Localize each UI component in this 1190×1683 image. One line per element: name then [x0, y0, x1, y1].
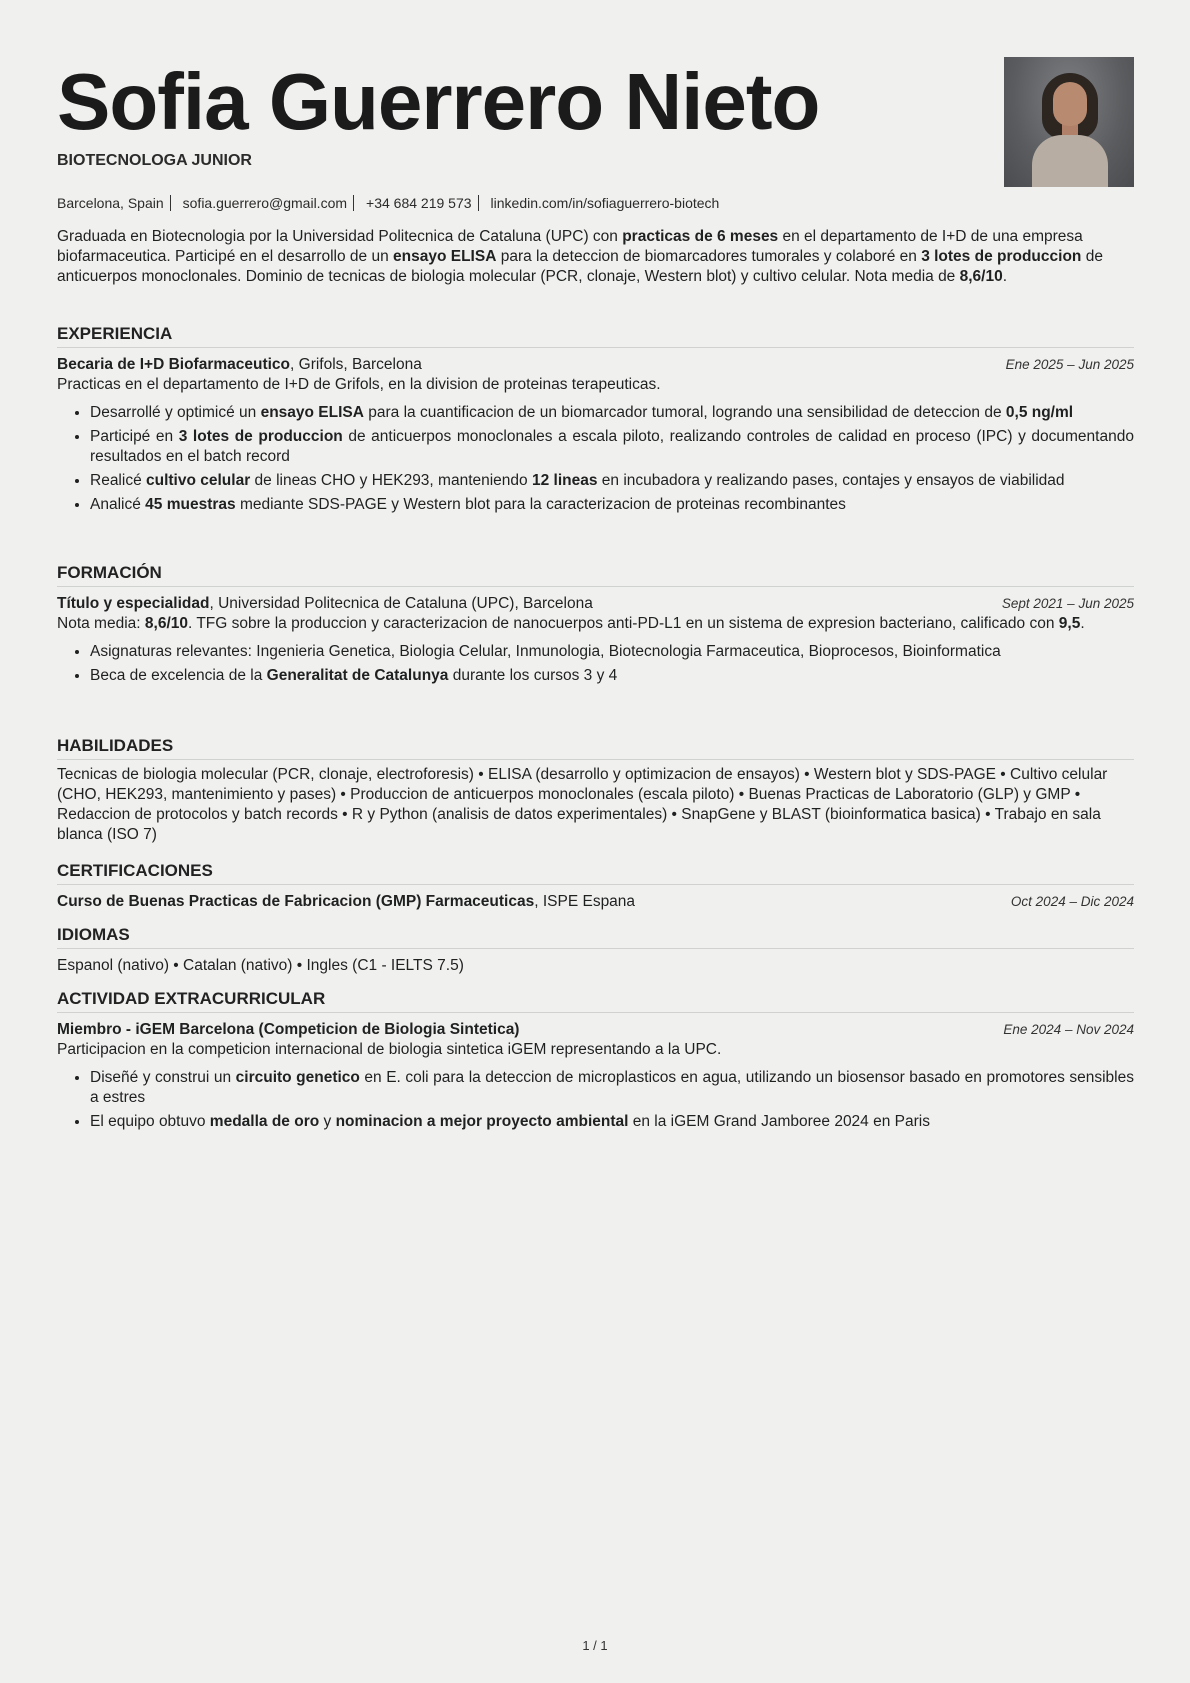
entry-role: Becaria de I+D Biofarmaceutico: [57, 356, 291, 373]
entry-description: Participacion en la competicion internacional de biologia sintetica iGEM representando a la UPC.: [57, 1041, 722, 1058]
section-languages: [57, 925, 1134, 976]
entry-date: Ene 2024 – Nov 2024: [1003, 1022, 1134, 1037]
location: Barcelona, Spain: [57, 195, 164, 211]
section-experience: [57, 324, 1134, 519]
section-title: ACTIVIDAD EXTRACURRICULAR: [57, 989, 1134, 1013]
entry-description: Practicas en el departamento de I+D de Grifols, en la division de proteinas terapeuticas.: [57, 376, 661, 393]
entry-header: [57, 355, 1134, 375]
divider: [353, 195, 354, 211]
bullet-item: • Diseñé y construi un circuito genetico en E. coli para la deteccion de microplasticos en agua, utilizando un biosensor basado en promotores sensibles a estres: [90, 1068, 1134, 1108]
bullet-item: • Asignaturas relevantes: Ingenieria Genetica, Biologia Celular, Inmunologia, Biotecnologia Farmaceutica, Bioprocesos, Bioinformatica: [90, 642, 1134, 662]
page-number: 1 / 1: [582, 1638, 608, 1653]
section-education: [57, 563, 1134, 690]
section-certifications: [57, 861, 1134, 912]
divider: [478, 195, 479, 211]
candidate-name: Sofia Guerrero Nieto: [57, 57, 820, 146]
entry-date: Sept 2021 – Jun 2025: [1001, 596, 1134, 611]
job-title: BIOTECNOLOGA JUNIOR: [57, 152, 252, 169]
entry-role: Título y especialidad: [57, 595, 210, 612]
section-title: FORMACIÓN: [57, 563, 1134, 587]
divider: [170, 195, 171, 211]
bullet-item: • Desarrollé y optimicé un ensayo ELISA para la cuantificacion de un biomarcador tumoral, logrando una sensibilidad de deteccion de 0,5 ng/ml: [90, 403, 1134, 423]
skills-text: Tecnicas de biologia molecular (PCR, clonaje, electroforesis) • ELISA (desarrollo y optimizacion de ensayos) • Western blot y SDS-PAGE • Cultivo celular (CHO, HEK293, mantenimiento y pases) • Produccion de anticuerpos monoclonales (escala piloto) • Buenas Practicas de Laboratorio (GLP) y GMP • Redaccion de protocolos y batch records • R y Python (analisis de datos experimentales) • SnapGene y BLAST (bioinformatica basica) • Trabajo en sala blanca (ISO 7): [57, 766, 1108, 843]
bullet-item: • El equipo obtuvo medalla de oro y nominacion a mejor proyecto ambiental en la iGEM Grand Jamboree 2024 en Paris: [90, 1112, 1134, 1132]
bullet-list: [57, 642, 1134, 686]
section-title: CERTIFICACIONES: [57, 861, 1134, 885]
section-extracurricular: [57, 989, 1134, 1136]
email-link[interactable]: sofia.guerrero@gmail.com: [182, 195, 348, 211]
entry-header: [57, 892, 1134, 912]
bullet-item: • Analicé 45 muestras mediante SDS-PAGE y Western blot para la caracterizacion de proteinas recombinantes: [90, 495, 1134, 515]
bullet-list: [57, 403, 1134, 515]
section-title: HABILIDADES: [57, 736, 1134, 760]
entry-date: Ene 2025 – Jun 2025: [1005, 357, 1134, 372]
entry-org: , Grifols, Barcelona: [290, 356, 422, 373]
profile-photo: [1004, 57, 1134, 187]
contact-line: [57, 195, 719, 211]
entry-description: Nota media: 8,6/10. TFG sobre la produccion y caracterizacion de nanocuerpos anti-PD-L1 en un sistema de expresion bacteriano, calificado con 9,5.: [57, 615, 1085, 632]
section-title: IDIOMAS: [57, 925, 1134, 949]
entry-header: [57, 1020, 1134, 1040]
entry-date: Oct 2024 – Dic 2024: [1010, 894, 1134, 909]
bullet-item: • Participé en 3 lotes de produccion de anticuerpos monoclonales a escala piloto, realizando controles de calidad en proceso (IPC) y documentando resultados en el batch record: [90, 427, 1134, 467]
linkedin-link[interactable]: linkedin.com/in/sofiaguerrero-biotech: [490, 195, 720, 211]
section-title: EXPERIENCIA: [57, 324, 1134, 348]
section-skills: [57, 736, 1134, 845]
entry-org: , Universidad Politecnica de Cataluna (UPC), Barcelona: [209, 595, 593, 612]
cert-name: Curso de Buenas Practicas de Fabricacion (GMP) Farmaceuticas: [57, 893, 535, 910]
languages-text: Espanol (nativo) • Catalan (nativo) • Ingles (C1 - IELTS 7.5): [57, 957, 464, 974]
bullet-item: • Realicé cultivo celular de lineas CHO y HEK293, manteniendo 12 lineas en incubadora y realizando pases, contajes y ensayos de viabilidad: [90, 471, 1134, 491]
summary-paragraph: Graduada en Biotecnologia por la Universidad Politecnica de Cataluna (UPC) con practicas de 6 meses en el departamento de I+D de una empresa biofarmaceutica. Participé en el desarrollo de un ensayo ELISA para la deteccion de biomarcadores tumorales y colaboré en 3 lotes de produccion de anticuerpos monoclonales. Dominio de tecnicas de biologia molecular (PCR, clonaje, Western blot) y cultivo celular. Nota media de 8,6/10.: [57, 228, 1103, 285]
bullet-item: • Beca de excelencia de la Generalitat de Catalunya durante los cursos 3 y 4: [90, 666, 1134, 686]
bullet-list: [57, 1068, 1134, 1132]
entry-header: [57, 594, 1134, 614]
entry-role: Miembro - iGEM Barcelona (Competicion de Biologia Sintetica): [57, 1021, 520, 1038]
cert-org: , ISPE Espana: [534, 893, 636, 910]
phone: +34 684 219 573: [366, 195, 472, 211]
